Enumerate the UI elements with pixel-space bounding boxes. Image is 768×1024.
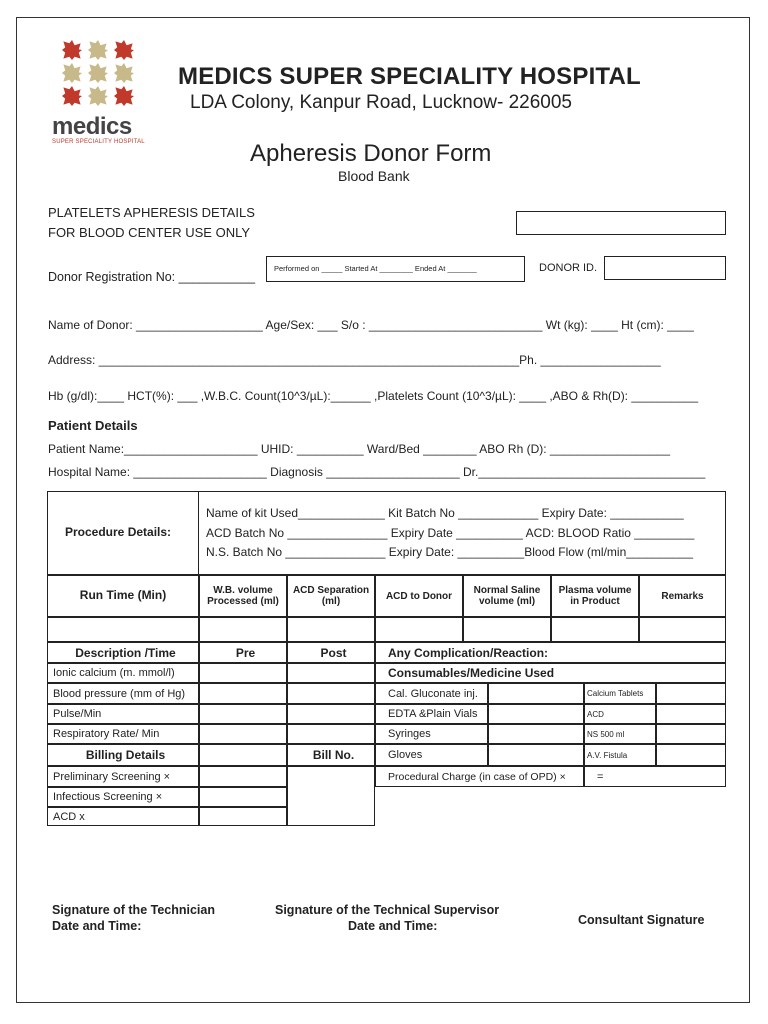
- section-heading-line1: PLATELETS APHERESIS DETAILS: [48, 205, 255, 220]
- office-use-box[interactable]: [516, 211, 726, 235]
- run-cell-plasma[interactable]: [551, 617, 639, 642]
- complication-header[interactable]: Any Complication/Reaction:: [375, 642, 726, 663]
- vitals-post-cell[interactable]: [287, 704, 375, 724]
- logo-wordmark: medics: [52, 113, 132, 140]
- section-heading-line2: FOR BLOOD CENTER USE ONLY: [48, 225, 251, 240]
- consumable-label: Gloves: [375, 744, 488, 766]
- consumable-qty[interactable]: [656, 704, 726, 724]
- vitals-pre-header: Pre: [199, 642, 287, 663]
- hospital-address: LDA Colony, Kanpur Road, Lucknow- 226005: [190, 92, 573, 113]
- billing-row-label: Preliminary Screening ×: [47, 766, 199, 787]
- procedure-line-ns[interactable]: N.S. Batch No _______________ Expiry Date: __________Blood Flow (ml/min__________: [206, 545, 693, 559]
- billing-amount-cell[interactable]: [199, 807, 287, 826]
- technician-date-label: Date and Time:: [52, 919, 142, 933]
- consumable-qty[interactable]: [488, 724, 584, 744]
- bill-no-cell[interactable]: [287, 766, 375, 826]
- logo-subtitle: SUPER SPECIALITY HOSPITAL: [52, 139, 145, 145]
- billing-header: Billing Details: [47, 744, 199, 766]
- donor-registration-field[interactable]: Donor Registration No: ___________: [48, 270, 256, 284]
- vitals-desc-header: Description /Time: [47, 642, 199, 663]
- consumable-qty[interactable]: [656, 744, 726, 766]
- form-title: Apheresis Donor Form: [250, 140, 492, 167]
- run-cell-time[interactable]: [47, 617, 199, 642]
- run-cell-acd-donor[interactable]: [375, 617, 463, 642]
- technician-signature-label: Signature of the Technician: [52, 903, 215, 917]
- supervisor-date-label: Date and Time:: [348, 919, 438, 933]
- vitals-pre-cell[interactable]: [199, 724, 287, 744]
- run-header-remarks: Remarks: [639, 575, 726, 617]
- run-header-saline: Normal Saline volume (ml): [463, 575, 551, 617]
- billing-amount-cell[interactable]: [199, 766, 287, 787]
- billing-row-label: Infectious Screening ×: [47, 787, 199, 807]
- vitals-post-header: Post: [287, 642, 375, 663]
- run-cell-saline[interactable]: [463, 617, 551, 642]
- run-time-header: Run Time (Min): [47, 575, 199, 617]
- donor-id-label: DONOR ID.: [539, 262, 598, 274]
- run-cell-acd-sep[interactable]: [287, 617, 375, 642]
- consumable-label: A.V. Fistula: [584, 744, 656, 766]
- supervisor-signature-label: Signature of the Technical Supervisor: [275, 903, 500, 917]
- vitals-post-cell[interactable]: [287, 663, 375, 683]
- procedure-line-kit[interactable]: Name of kit Used_____________ Kit Batch No ____________ Expiry Date: ___________: [206, 506, 684, 520]
- run-header-wb-volume: W.B. volume Processed (ml): [199, 575, 287, 617]
- consumable-label: ACD: [584, 704, 656, 724]
- vitals-pre-cell[interactable]: [199, 663, 287, 683]
- consumable-label: Calcium Tablets: [584, 683, 656, 704]
- run-header-acd-donor: ACD to Donor: [375, 575, 463, 617]
- patient-details-heading: Patient Details: [48, 418, 138, 433]
- run-header-acd-separation: ACD Separation (ml): [287, 575, 375, 617]
- hospital-name-line[interactable]: Hospital Name: ____________________ Diagnosis ____________________ Dr.__________________________________: [48, 465, 706, 479]
- consumable-qty[interactable]: [488, 683, 584, 704]
- billing-header-blank: [199, 744, 287, 766]
- vitals-row-label: Ionic calcium (m. mmol/l): [47, 663, 199, 683]
- performed-times-field[interactable]: Performed on _____ Started At ________ Ended At _______: [274, 264, 477, 273]
- vitals-pre-cell[interactable]: [199, 683, 287, 704]
- procedural-charge-label: Procedural Charge (in case of OPD) ×: [375, 766, 584, 787]
- donor-id-input[interactable]: [604, 256, 726, 280]
- procedure-line-acd[interactable]: ACD Batch No _______________ Expiry Date __________ ACD: BLOOD Ratio _________: [206, 526, 695, 540]
- vitals-post-cell[interactable]: [287, 724, 375, 744]
- address-line[interactable]: Address: _______________________________________________________________Ph. __________________: [48, 353, 661, 367]
- consumable-label: NS 500 ml: [584, 724, 656, 744]
- consumable-qty[interactable]: [656, 683, 726, 704]
- procedure-label: Procedure Details:: [65, 525, 172, 539]
- consumable-label: Cal. Gluconate inj.: [375, 683, 488, 704]
- billing-row-label: ACD x: [47, 807, 199, 826]
- consumable-qty[interactable]: [488, 744, 584, 766]
- lab-values-line[interactable]: Hb (g/dl):____ HCT(%): ___ ,W.B.C. Count(10^3/µL):______ ,Platelets Count (10^3/µL): ____ ,ABO & Rh(D): __________: [48, 389, 699, 403]
- procedural-charge-value[interactable]: =: [584, 766, 726, 787]
- billing-amount-cell[interactable]: [199, 787, 287, 807]
- consumable-qty[interactable]: [488, 704, 584, 724]
- consultant-signature-label: Consultant Signature: [578, 913, 705, 927]
- run-header-plasma: Plasma volume in Product: [551, 575, 639, 617]
- vitals-row-label: Blood pressure (mm of Hg): [47, 683, 199, 704]
- vitals-row-label: Respiratory Rate/ Min: [47, 724, 199, 744]
- vitals-post-cell[interactable]: [287, 683, 375, 704]
- run-cell-wb[interactable]: [199, 617, 287, 642]
- consumables-header: Consumables/Medicine Used: [375, 663, 726, 683]
- form-subtitle: Blood Bank: [338, 168, 410, 184]
- donor-name-line[interactable]: Name of Donor: ___________________ Age/Sex: ___ S/o : __________________________ Wt (kg): ____ Ht (cm): ____: [48, 318, 694, 332]
- hospital-name: MEDICS SUPER SPECIALITY HOSPITAL: [178, 63, 641, 90]
- hospital-logo-icon: [60, 40, 138, 106]
- patient-name-line[interactable]: Patient Name:____________________ UHID: __________ Ward/Bed ________ ABO Rh (D): __________________: [48, 442, 671, 456]
- bill-no-header: Bill No.: [287, 744, 375, 766]
- vitals-row-label: Pulse/Min: [47, 704, 199, 724]
- consumable-qty[interactable]: [656, 724, 726, 744]
- run-cell-remarks[interactable]: [639, 617, 726, 642]
- consumable-label: Syringes: [375, 724, 488, 744]
- consumable-label: EDTA &Plain Vials: [375, 704, 488, 724]
- vitals-pre-cell[interactable]: [199, 704, 287, 724]
